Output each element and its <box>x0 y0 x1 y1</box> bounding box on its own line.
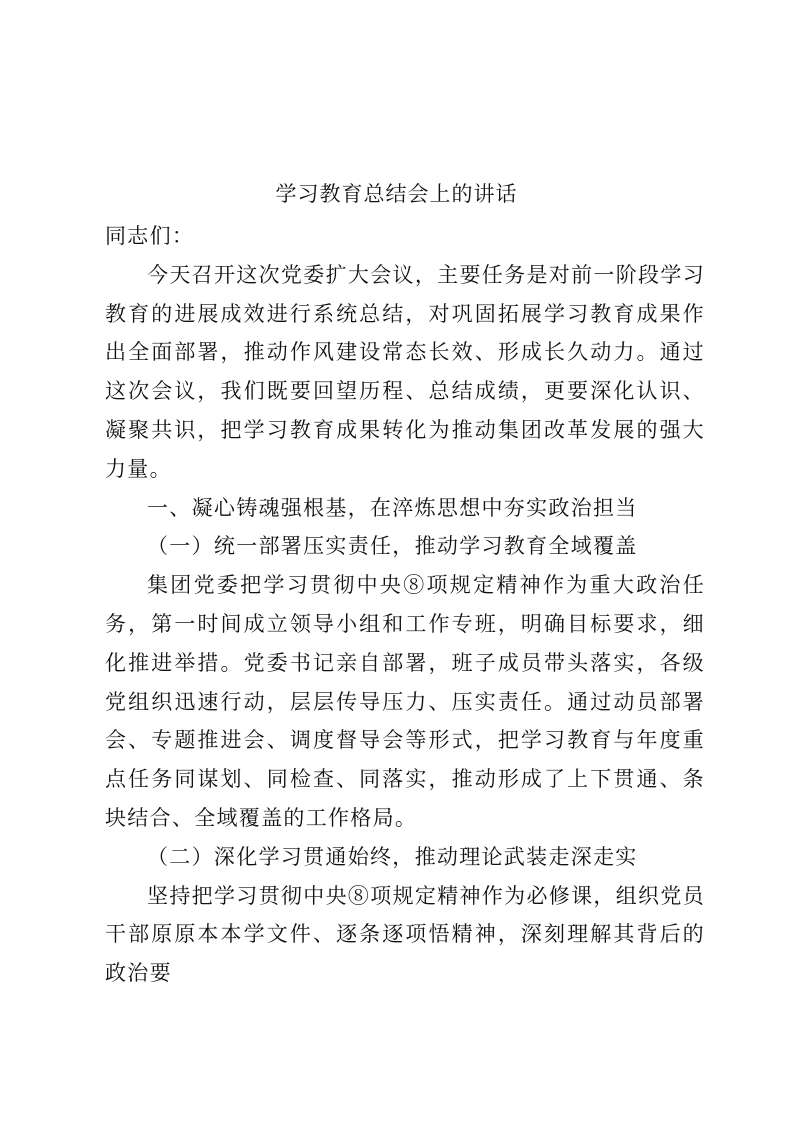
subsection-heading-1: （一）统一部署压实责任，推动学习教育全域覆盖 <box>147 534 638 559</box>
paragraph-subsection-1: 集团党委把学习贯彻中央⑧项规定精神作为重大政治任务，第一时间成立领导小组和工作专班，明确目标要求，细化推进举措。党委书记亲自部署，班子成员带头落实，各级党组织迅速行动，层层传导压力、压实责任。通过动员部署会、专题推进会、调度督导会等形式，把学习教育与年度重点任务同谋划、同检查、同落实，推动形成了上下贯通、条块结合、全域覆盖的工作格局。 <box>105 573 705 830</box>
subsection-heading-2: （二）深化学习贯通始终，推动理论武装走深走实 <box>147 844 638 869</box>
section-heading-1: 一、凝心铸魂强根基，在淬炼思想中夯实政治担当 <box>147 495 638 520</box>
paragraph-subsection-2: 坚持把学习贯彻中央⑧项规定精神作为必修课，组织党员干部原原本本学文件、逐条逐项悟精神，深刻理解其背后的政治要 <box>105 883 705 986</box>
document-title: 学习教育总结会上的讲话 <box>275 182 518 206</box>
document-body <box>105 217 705 993</box>
salutation: 同志们： <box>105 224 195 248</box>
paragraph-intro: 今天召开这次党委扩大会议，主要任务是对前一阶段学习教育的进展成效进行系统总结，对巩固拓展学习教育成果作出全面部署，推动作风建设常态长效、形成长久动力。通过这次会议，我们既要回望历程、总结成绩，更要深化认识、凝聚共识，把学习教育成果转化为推动集团改革发展的强大力量。 <box>105 262 705 481</box>
